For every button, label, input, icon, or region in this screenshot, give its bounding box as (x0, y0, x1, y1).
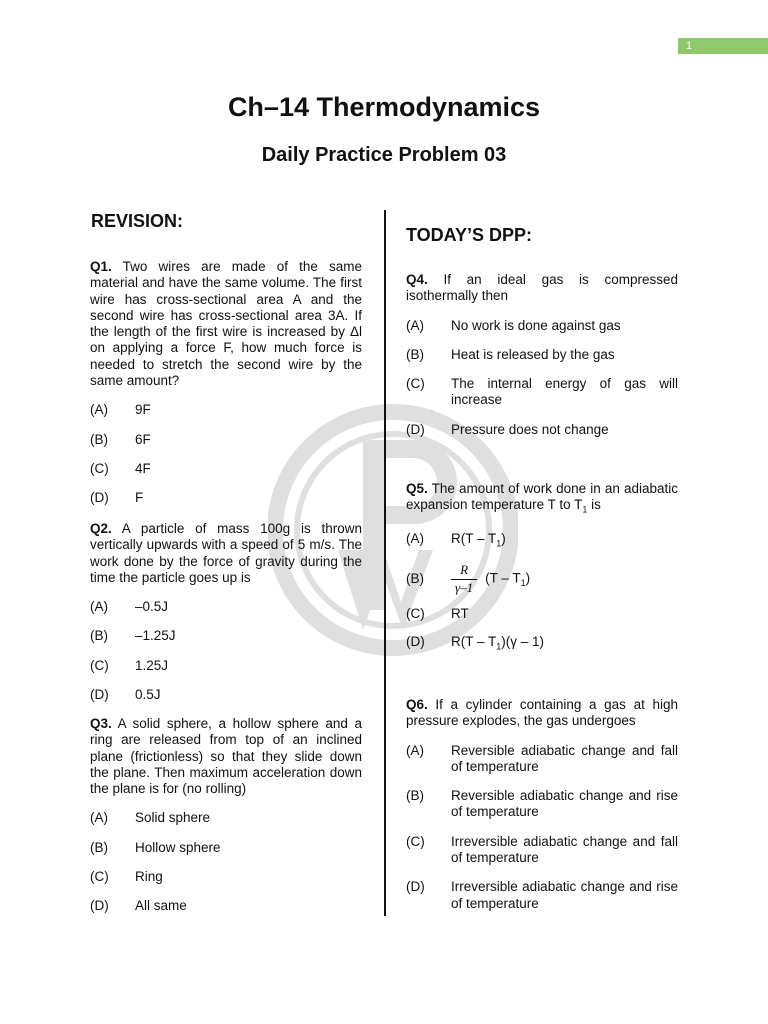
question-number: Q6. (406, 697, 428, 712)
question-number: Q1. (90, 259, 112, 274)
option-label: (C) (90, 460, 109, 476)
option-text: 9F (135, 402, 151, 418)
question-text: A solid sphere, a hollow sphere and a ring are released from top of an inclined plane (frictionless) so that they slide down the plane. Then maximum acceleration down the plane is for (no rolling) (90, 716, 362, 797)
option-a[interactable] (406, 318, 678, 334)
option-c[interactable] (90, 461, 362, 477)
option-b[interactable] (406, 347, 678, 363)
option-text: The internal energy of gas will increase (451, 376, 678, 408)
question-text: The amount of work done in an adiabatic expansion temperature T to T (406, 481, 678, 513)
option-d[interactable] (406, 422, 678, 438)
option-text: Reversible adiabatic change and rise of temperature (451, 788, 678, 820)
question-number: Q3. (90, 716, 112, 731)
option-b[interactable] (90, 432, 362, 448)
option-text: 4F (135, 460, 151, 476)
option-text: –1.25J (135, 628, 176, 644)
option-text: Solid sphere (135, 810, 211, 826)
option-a[interactable] (90, 810, 362, 826)
option-text: Hollow sphere (135, 839, 221, 855)
option-b[interactable] (406, 562, 678, 596)
option-label: (A) (406, 531, 424, 547)
option-label: (A) (90, 599, 108, 615)
question-6 (406, 697, 678, 912)
option-label: (C) (406, 833, 425, 849)
option-c[interactable] (406, 606, 678, 622)
option-a[interactable] (90, 402, 362, 418)
option-label: (C) (406, 605, 425, 621)
question-text: If an ideal gas is compressed isothermally then (406, 272, 678, 304)
option-text: Pressure does not change (451, 421, 609, 437)
option-a[interactable] (406, 531, 678, 552)
option-label: (A) (90, 810, 108, 826)
option-a[interactable] (90, 599, 362, 615)
option-d[interactable] (90, 898, 362, 914)
page-number: 1 (678, 38, 768, 54)
option-label: (B) (90, 431, 108, 447)
option-text: Ring (135, 869, 163, 885)
option-label: (A) (406, 317, 424, 333)
option-c[interactable] (406, 376, 678, 409)
todays-dpp-heading: TODAY’S DPP: (406, 225, 533, 245)
question-1 (90, 259, 362, 507)
option-b[interactable] (90, 628, 362, 644)
option-label: (B) (406, 788, 424, 804)
question-4 (406, 272, 678, 438)
revision-heading: REVISION: (91, 211, 184, 231)
option-label: (D) (90, 490, 109, 506)
fraction-numerator: R (460, 562, 469, 578)
option-label: (C) (406, 376, 425, 392)
option-text: 6F (135, 431, 151, 447)
option-label: (A) (90, 402, 108, 418)
option-text: Heat is released by the gas (451, 346, 615, 362)
option-label: (B) (90, 839, 108, 855)
question-3 (90, 716, 362, 915)
fraction (451, 562, 477, 596)
option-label: (C) (90, 657, 109, 673)
question-2 (90, 521, 362, 703)
option-text: –0.5J (135, 599, 169, 615)
option-text: Irreversible adiabatic change and rise of temperature (451, 879, 678, 911)
option-label: (D) (406, 634, 425, 650)
option-c[interactable] (90, 869, 362, 885)
option-d[interactable] (90, 490, 362, 506)
question-text-end: is (587, 497, 601, 513)
question-number: Q2. (90, 521, 112, 536)
option-text: $R(T - T_1)$ (451, 531, 506, 549)
page-title: Ch–14 Thermodynamics (227, 92, 541, 122)
page-subtitle: Daily Practice Problem 03 (261, 144, 507, 166)
question-text: Two wires are made of the same material and have the same volume. The first wire has cross-sectional area A and the second wire has cross-sectional area 3A. If the length of the first wire is increased by Δl on applying a force F, how much force is needed to stretch the second wire by the same amount? (90, 259, 362, 389)
option-a[interactable] (406, 743, 678, 776)
option-label: (B) (406, 570, 424, 586)
option-text: F (135, 490, 144, 506)
option-label: (B) (90, 628, 108, 644)
option-text: RT (451, 605, 469, 621)
option-c[interactable] (406, 834, 678, 867)
option-text: Irreversible adiabatic change and fall of temperature (451, 833, 678, 866)
option-label: (D) (406, 879, 425, 895)
question-number: Q5. (406, 481, 428, 496)
option-label: (D) (90, 687, 109, 703)
option-label: (B) (406, 346, 424, 362)
option-text: $\frac{R}{\gamma-1}$ $(T - T_1)$ (451, 562, 678, 596)
column-divider (384, 210, 386, 916)
question-text: A particle of mass 100g is thrown vertically upwards with a speed of 5 m/s. The work done by the force of gravity during the time the particle goes up is (90, 521, 362, 585)
option-d[interactable] (90, 687, 362, 703)
option-text: No work is done against gas (451, 317, 621, 333)
option-label: (C) (90, 869, 109, 885)
option-text: $R(T - T_1)(\gamma - 1)$ (451, 634, 545, 652)
option-b[interactable] (90, 840, 362, 856)
option-d[interactable] (406, 879, 678, 912)
option-label: (D) (406, 421, 425, 437)
fraction-denominator: γ–1 (451, 579, 477, 596)
question-5 (406, 481, 678, 655)
option-label: (A) (406, 742, 424, 758)
option-text: Reversible adiabatic change and fall of temperature (451, 742, 678, 774)
option-text: All same (135, 898, 187, 914)
option-label: (D) (90, 898, 109, 914)
question-text: If a cylinder containing a gas at high pressure explodes, the gas undergoes (406, 697, 678, 729)
option-c[interactable] (90, 658, 362, 674)
option-text: 0.5J (135, 687, 161, 703)
question-number: Q4. (406, 272, 428, 287)
option-d[interactable] (406, 634, 678, 655)
subscript: 1 (582, 504, 588, 515)
option-b[interactable] (406, 788, 678, 821)
option-text: 1.25J (135, 657, 169, 673)
